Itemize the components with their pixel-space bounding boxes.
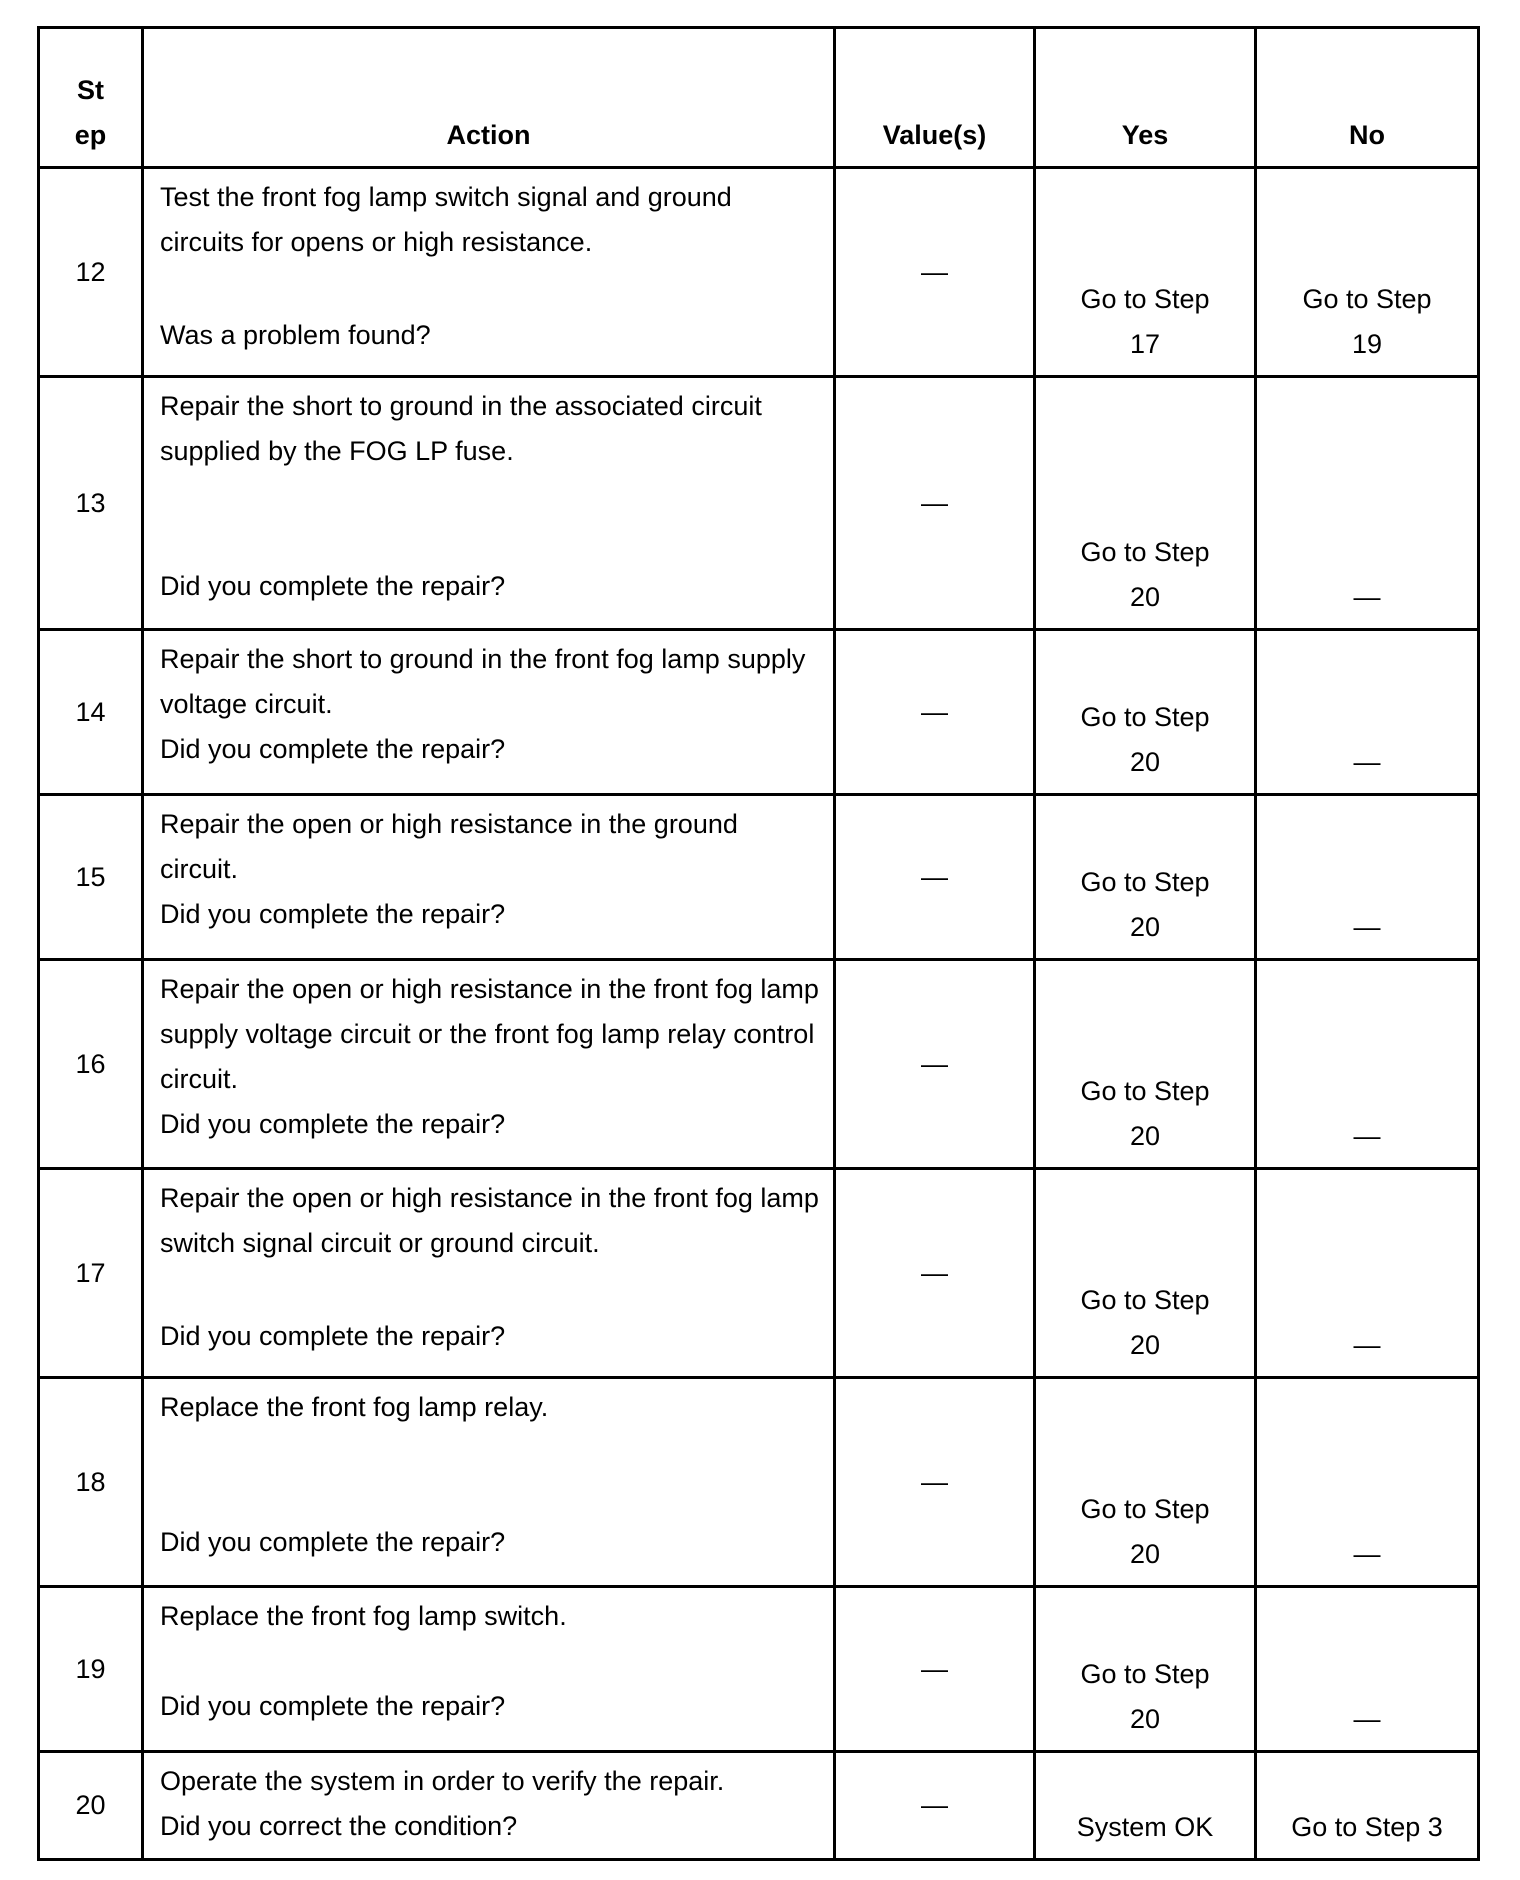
step-number: 12: [39, 168, 143, 377]
yes-line1: Go to Step: [1080, 702, 1210, 732]
yes-line2: 20: [1129, 1704, 1161, 1734]
value-cell: —: [835, 630, 1035, 795]
yes-cell: [1035, 1169, 1256, 1378]
value-cell: —: [835, 1752, 1035, 1860]
table-row: [39, 1169, 1479, 1378]
action-text: Repair the short to ground in the associated circuit supplied by the FOG LP fuse.: [160, 391, 762, 466]
step-number: 19: [39, 1587, 143, 1752]
yes-cell: [1035, 630, 1256, 795]
no-cell: Go to Step 3: [1256, 1752, 1479, 1860]
header-yes: Yes: [1035, 28, 1256, 168]
yes-line1: Go to Step: [1080, 537, 1210, 567]
table-row: [39, 1587, 1479, 1752]
header-step-line1: St: [77, 75, 104, 105]
yes-line1: Go to Step: [1080, 1659, 1210, 1689]
step-number: 17: [39, 1169, 143, 1378]
value-cell: —: [835, 1378, 1035, 1587]
action-text: Repair the open or high resistance in the front fog lamp supply voltage circuit or the front fog lamp relay control circuit.: [160, 974, 819, 1094]
header-values: Value(s): [835, 28, 1035, 168]
no-cell: —: [1256, 960, 1479, 1169]
action-question: Did you complete the repair?: [160, 1109, 506, 1139]
action-question: Did you complete the repair?: [160, 899, 506, 929]
no-line2: 19: [1351, 329, 1383, 359]
action-question: Did you complete the repair?: [160, 1321, 506, 1351]
step-number: 13: [39, 377, 143, 630]
action-text: Replace the front fog lamp switch.: [160, 1601, 567, 1631]
value-cell: —: [835, 960, 1035, 1169]
yes-line2: 20: [1129, 747, 1161, 777]
action-cell: [143, 168, 835, 377]
action-text: Repair the open or high resistance in the ground circuit.: [160, 809, 738, 884]
action-question: Did you complete the repair?: [160, 571, 506, 601]
value-cell: —: [835, 168, 1035, 377]
table-row: [39, 1752, 1479, 1860]
no-line1: Go to Step: [1302, 284, 1432, 314]
yes-cell: [1035, 168, 1256, 377]
step-number: 16: [39, 960, 143, 1169]
yes-line2: 20: [1129, 1330, 1161, 1360]
yes-line2: 20: [1129, 912, 1161, 942]
yes-cell: [1035, 795, 1256, 960]
header-step-line2: ep: [74, 120, 107, 150]
action-cell: [143, 1752, 835, 1860]
yes-line2: 20: [1129, 1539, 1161, 1569]
value-cell: —: [835, 1169, 1035, 1378]
action-question: Did you complete the repair?: [160, 1527, 506, 1557]
table-row: [39, 377, 1479, 630]
no-cell: —: [1256, 377, 1479, 630]
step-number: 20: [39, 1752, 143, 1860]
yes-line1: Go to Step: [1080, 1076, 1210, 1106]
value-cell: —: [835, 377, 1035, 630]
yes-line2: 17: [1129, 329, 1161, 359]
yes-cell: [1035, 960, 1256, 1169]
action-cell: [143, 1169, 835, 1378]
no-cell: [1256, 168, 1479, 377]
yes-cell: System OK: [1035, 1752, 1256, 1860]
yes-cell: [1035, 1378, 1256, 1587]
yes-cell: [1035, 1587, 1256, 1752]
yes-line2: 20: [1129, 582, 1161, 612]
no-cell: —: [1256, 1378, 1479, 1587]
step-number: 15: [39, 795, 143, 960]
table-row: [39, 630, 1479, 795]
table-row: [39, 960, 1479, 1169]
action-text: Repair the short to ground in the front fog lamp supply voltage circuit.: [160, 644, 806, 719]
table-row: [39, 1378, 1479, 1587]
no-cell: —: [1256, 630, 1479, 795]
diagnostic-table: [37, 26, 1480, 1861]
table-row: [39, 168, 1479, 377]
no-cell: —: [1256, 1587, 1479, 1752]
action-cell: [143, 630, 835, 795]
action-question: Did you correct the condition?: [160, 1811, 518, 1841]
yes-line1: Go to Step: [1080, 284, 1210, 314]
yes-cell: [1035, 377, 1256, 630]
no-cell: —: [1256, 795, 1479, 960]
yes-line1: Go to Step: [1080, 1494, 1210, 1524]
action-question: Did you complete the repair?: [160, 734, 506, 764]
action-cell: [143, 1378, 835, 1587]
header-step: [39, 28, 143, 168]
action-text: Repair the open or high resistance in the front fog lamp switch signal circuit or ground circuit.: [160, 1183, 819, 1258]
yes-line1: Go to Step: [1080, 867, 1210, 897]
table-row: [39, 795, 1479, 960]
header-action: Action: [143, 28, 835, 168]
step-number: 18: [39, 1378, 143, 1587]
action-cell: [143, 377, 835, 630]
yes-line2: 20: [1129, 1121, 1161, 1151]
action-cell: [143, 1587, 835, 1752]
action-cell: [143, 795, 835, 960]
value-cell: —: [835, 1587, 1035, 1752]
action-text: Test the front fog lamp switch signal and ground circuits for opens or high resistance.: [160, 182, 732, 257]
action-text: Operate the system in order to verify the repair.: [160, 1766, 725, 1796]
header-no: No: [1256, 28, 1479, 168]
header-row: [39, 28, 1479, 168]
action-question: Did you complete the repair?: [160, 1691, 506, 1721]
action-text: Replace the front fog lamp relay.: [160, 1392, 549, 1422]
no-cell: —: [1256, 1169, 1479, 1378]
step-number: 14: [39, 630, 143, 795]
action-question: Was a problem found?: [160, 320, 431, 350]
yes-line1: Go to Step: [1080, 1285, 1210, 1315]
action-cell: [143, 960, 835, 1169]
value-cell: —: [835, 795, 1035, 960]
